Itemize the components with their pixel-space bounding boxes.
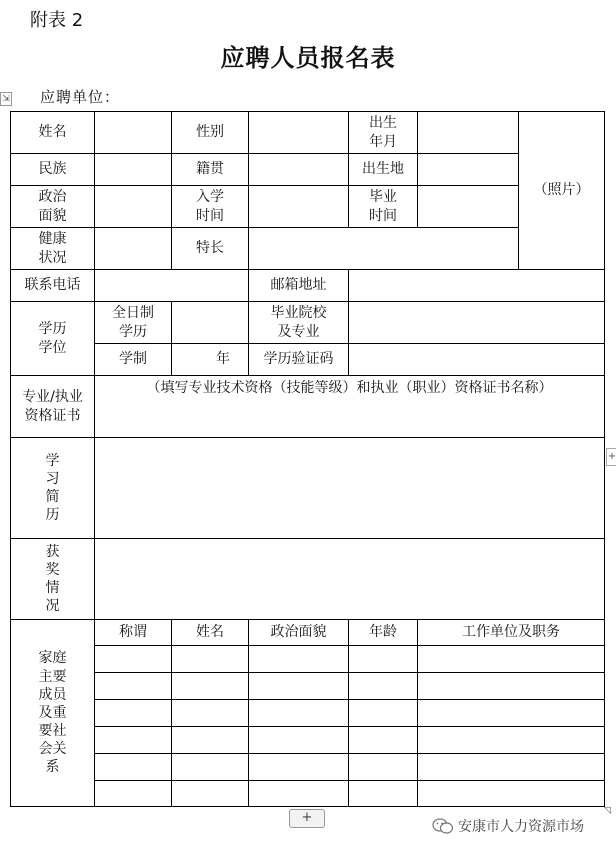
education-degree-label: 学历 学位 bbox=[11, 302, 95, 376]
family-header-relation: 称谓 bbox=[95, 620, 172, 646]
graduation-time-input[interactable] bbox=[418, 186, 519, 228]
family-cell[interactable] bbox=[418, 646, 605, 673]
diploma-verification-code-input[interactable] bbox=[349, 344, 605, 376]
family-cell[interactable] bbox=[249, 754, 349, 781]
photo-cell[interactable]: （照片） bbox=[519, 112, 605, 270]
ethnicity-input[interactable] bbox=[95, 154, 172, 186]
specialty-input[interactable] bbox=[249, 228, 519, 270]
family-cell[interactable] bbox=[95, 646, 172, 673]
graduation-time-label: 毕业 时间 bbox=[349, 186, 418, 228]
family-cell[interactable] bbox=[418, 673, 605, 700]
study-resume-label: 学 习 简 历 bbox=[11, 438, 95, 539]
phone-label: 联系电话 bbox=[11, 270, 95, 302]
family-header-political-status: 政治面貌 bbox=[249, 620, 349, 646]
ethnicity-label: 民族 bbox=[11, 154, 95, 186]
insert-column-icon[interactable]: + bbox=[606, 448, 616, 466]
gender-input[interactable] bbox=[249, 112, 349, 154]
attachment-label: 附表 2 bbox=[30, 10, 84, 31]
graduation-school-major-input[interactable] bbox=[349, 302, 605, 344]
awards-label: 获 奖 情 况 bbox=[11, 539, 95, 620]
family-cell[interactable] bbox=[418, 700, 605, 727]
add-row-button[interactable]: + bbox=[289, 809, 325, 828]
schooling-length-label: 学制 bbox=[95, 344, 172, 376]
family-relations-label: 家庭 主要 成员 及重 要社 会关 系 bbox=[11, 620, 95, 807]
family-cell[interactable] bbox=[418, 781, 605, 807]
email-label: 邮箱地址 bbox=[249, 270, 349, 302]
fulltime-education-label: 全日制 学历 bbox=[95, 302, 172, 344]
family-cell[interactable] bbox=[95, 700, 172, 727]
family-cell[interactable] bbox=[249, 673, 349, 700]
wechat-icon bbox=[432, 817, 454, 835]
awards-input[interactable] bbox=[95, 539, 605, 620]
qualification-certificate-label: 专业/执业 资格证书 bbox=[11, 376, 95, 438]
family-header-name: 姓名 bbox=[172, 620, 249, 646]
family-member-row bbox=[11, 754, 605, 781]
political-status-label: 政治 面貌 bbox=[11, 186, 95, 228]
family-cell[interactable] bbox=[349, 727, 418, 754]
family-cell[interactable] bbox=[172, 727, 249, 754]
family-cell[interactable] bbox=[172, 673, 249, 700]
native-place-input[interactable] bbox=[249, 154, 349, 186]
family-cell[interactable] bbox=[172, 700, 249, 727]
fulltime-education-input[interactable] bbox=[172, 302, 249, 344]
name-input[interactable] bbox=[95, 112, 172, 154]
enrollment-time-input[interactable] bbox=[249, 186, 349, 228]
specialty-label: 特长 bbox=[172, 228, 249, 270]
family-member-row bbox=[11, 781, 605, 807]
qualification-certificate-input[interactable]: （填写专业技术资格（技能等级）和执业（职业）资格证书名称） bbox=[95, 376, 605, 438]
applied-unit-label: 应聘单位： bbox=[40, 88, 121, 106]
family-cell[interactable] bbox=[418, 754, 605, 781]
family-cell[interactable] bbox=[349, 673, 418, 700]
family-member-row bbox=[11, 673, 605, 700]
family-cell[interactable] bbox=[172, 781, 249, 807]
family-cell[interactable] bbox=[95, 754, 172, 781]
family-cell[interactable] bbox=[172, 754, 249, 781]
registration-form-table bbox=[10, 111, 605, 807]
family-cell[interactable] bbox=[249, 781, 349, 807]
family-cell[interactable] bbox=[349, 754, 418, 781]
birth-place-label: 出生地 bbox=[349, 154, 418, 186]
table-move-handle-icon[interactable]: ⇲ bbox=[0, 92, 12, 106]
health-status-label: 健康 状况 bbox=[11, 228, 95, 270]
table-resize-handle-icon[interactable]: ◹ bbox=[604, 806, 611, 816]
political-status-input[interactable] bbox=[95, 186, 172, 228]
birth-place-input[interactable] bbox=[418, 154, 519, 186]
gender-label: 性别 bbox=[172, 112, 249, 154]
diploma-verification-code-label: 学历验证码 bbox=[249, 344, 349, 376]
email-input[interactable] bbox=[349, 270, 605, 302]
family-cell[interactable] bbox=[172, 646, 249, 673]
family-header-work-unit: 工作单位及职务 bbox=[418, 620, 605, 646]
family-cell[interactable] bbox=[418, 727, 605, 754]
family-cell[interactable] bbox=[349, 700, 418, 727]
brand-name: 安康市人力资源市场 bbox=[458, 819, 584, 835]
native-place-label: 籍贯 bbox=[172, 154, 249, 186]
family-cell[interactable] bbox=[349, 781, 418, 807]
family-cell[interactable] bbox=[95, 781, 172, 807]
year-unit-label: 年 bbox=[172, 344, 249, 376]
family-member-row bbox=[11, 700, 605, 727]
brand-watermark bbox=[432, 816, 584, 836]
graduation-school-major-label: 毕业院校 及专业 bbox=[249, 302, 349, 344]
family-cell[interactable] bbox=[349, 646, 418, 673]
family-member-row bbox=[11, 646, 605, 673]
health-status-input[interactable] bbox=[95, 228, 172, 270]
family-cell[interactable] bbox=[95, 673, 172, 700]
document-title: 应聘人员报名表 bbox=[220, 43, 396, 72]
study-resume-input[interactable] bbox=[95, 438, 605, 539]
birth-date-input[interactable] bbox=[418, 112, 519, 154]
family-cell[interactable] bbox=[249, 700, 349, 727]
birth-date-label: 出生 年月 bbox=[349, 112, 418, 154]
family-header-age: 年龄 bbox=[349, 620, 418, 646]
family-cell[interactable] bbox=[95, 727, 172, 754]
family-member-row bbox=[11, 727, 605, 754]
family-cell[interactable] bbox=[249, 727, 349, 754]
enrollment-time-label: 入学 时间 bbox=[172, 186, 249, 228]
family-cell[interactable] bbox=[249, 646, 349, 673]
name-label: 姓名 bbox=[11, 112, 95, 154]
phone-input[interactable] bbox=[95, 270, 249, 302]
